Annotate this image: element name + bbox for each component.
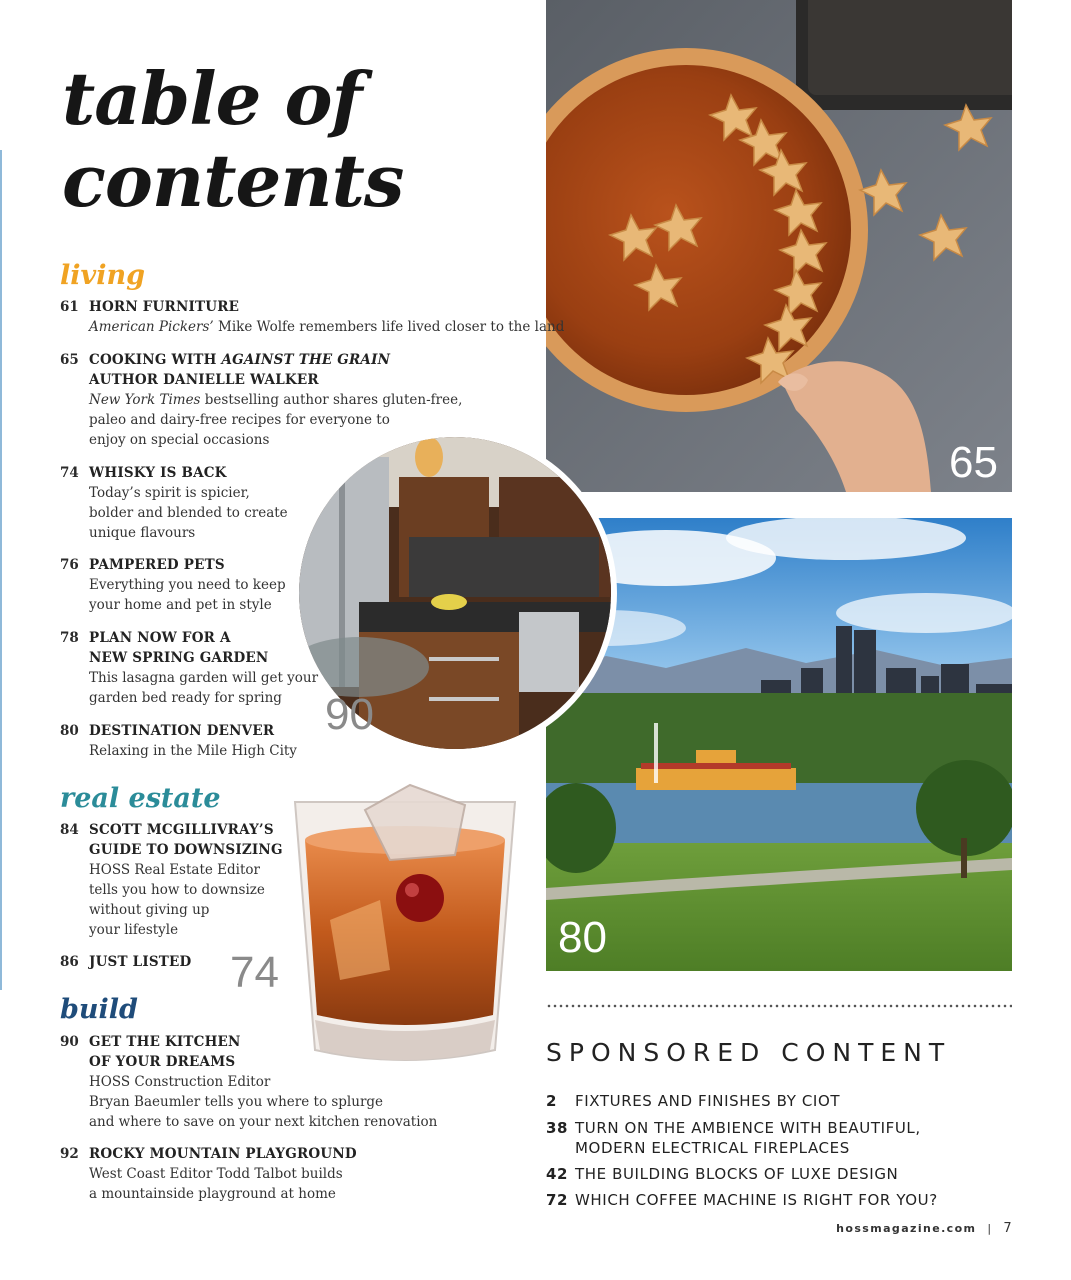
entry-description-line-2: paleo and dairy-free recipes for everyone to	[89, 412, 390, 428]
entry-title-line-2: GUIDE TO DOWNSIZING	[89, 842, 283, 858]
entry-page-number: 78	[60, 630, 79, 646]
footer-separator: |	[987, 1222, 993, 1235]
entry-description: Everything you need to keep	[89, 577, 286, 593]
sponsored-page-number: 42	[546, 1165, 569, 1183]
entry-title: SCOTT MCGILLIVRAY’S	[89, 822, 274, 838]
toc-entry-80[interactable]	[60, 721, 297, 761]
entry-page-number: 92	[60, 1146, 79, 1162]
denver-page-number: 80	[558, 913, 607, 962]
entry-title: GET THE KITCHEN	[89, 1034, 241, 1050]
entry-description-line-2: garden bed ready for spring	[89, 690, 282, 706]
pie-page-number: 65	[949, 438, 998, 487]
sponsored-title-line-2: MODERN ELECTRICAL FIREPLACES	[575, 1139, 850, 1157]
entry-title-line-2: AUTHOR DANIELLE WALKER	[89, 372, 319, 388]
entry-description-line-4: your lifestyle	[89, 922, 179, 938]
entry-description-line-3: and where to save on your next kitchen renovation	[89, 1114, 438, 1130]
sponsored-item-38[interactable]	[546, 1118, 921, 1158]
entry-title: WHISKY IS BACK	[89, 465, 227, 481]
entry-page-number: 80	[60, 723, 79, 739]
entry-title: PAMPERED PETS	[89, 557, 225, 573]
page-title-line-2: contents	[62, 138, 404, 223]
entry-description: New York Times bestselling author shares gluten-free,	[89, 392, 463, 408]
entry-page-number: 74	[60, 465, 79, 481]
section-build: build	[60, 994, 138, 1025]
entry-title: JUST LISTED	[89, 954, 192, 970]
entry-description-line-2: a mountainside playground at home	[89, 1186, 336, 1202]
entry-description: American Pickers’ Mike Wolfe remembers life lived closer to the land	[89, 319, 565, 335]
dotted-divider	[546, 1004, 1012, 1008]
entry-title: HORN FURNITURE	[89, 299, 240, 315]
toc-entry-90[interactable]	[60, 1032, 437, 1132]
toc-entry-61[interactable]	[60, 297, 564, 337]
entry-description-line-2: your home and pet in style	[89, 597, 272, 613]
entry-page-number: 61	[60, 299, 79, 315]
section-real-estate: real estate	[60, 783, 221, 814]
toc-entry-65[interactable]	[60, 350, 462, 450]
entry-title: COOKING WITH AGAINST THE GRAIN	[89, 352, 391, 368]
footer-page-number: 7	[1003, 1221, 1013, 1236]
toc-entry-92[interactable]	[60, 1144, 357, 1204]
entry-title: DESTINATION DENVER	[89, 723, 275, 739]
sponsored-title: WHICH COFFEE MACHINE IS RIGHT FOR YOU?	[575, 1191, 938, 1209]
sponsored-title: FIXTURES AND FINISHES BY CIOT	[575, 1092, 841, 1110]
sponsored-title: THE BUILDING BLOCKS OF LUXE DESIGN	[575, 1165, 899, 1183]
sponsored-content-heading: SPONSORED CONTENT	[546, 1038, 952, 1067]
sponsored-title: TURN ON THE AMBIENCE WITH BEAUTIFUL,	[575, 1119, 921, 1137]
entry-title: PLAN NOW FOR A	[89, 630, 231, 646]
toc-entry-74[interactable]	[60, 463, 288, 543]
whisky-photo	[290, 780, 520, 1070]
entry-description-line-3: enjoy on special occasions	[89, 432, 270, 448]
toc-entry-84[interactable]	[60, 820, 283, 940]
entry-description-line-3: without giving up	[89, 902, 210, 918]
toc-entry-78[interactable]	[60, 628, 318, 708]
entry-description: West Coast Editor Todd Talbot builds	[89, 1166, 343, 1182]
entry-page-number: 65	[60, 352, 79, 368]
sponsored-page-number: 38	[546, 1119, 569, 1137]
section-living: living	[60, 260, 145, 291]
page-footer	[836, 1221, 1013, 1236]
entry-description: This lasagna garden will get your	[89, 670, 319, 686]
kitchen-page-number: 90	[325, 690, 374, 739]
sponsored-item-2[interactable]	[546, 1091, 840, 1111]
entry-title-line-2: NEW SPRING GARDEN	[89, 650, 269, 666]
whisky-page-number: 74	[230, 948, 279, 997]
footer-site: hossmagazine.com	[836, 1222, 977, 1235]
pie-photo	[546, 0, 1012, 492]
pie-illustration	[546, 0, 1012, 492]
entry-description-line-3: unique flavours	[89, 525, 196, 541]
entry-description: HOSS Construction Editor	[89, 1074, 271, 1090]
page-title	[62, 58, 403, 222]
page-title-line-1: table of	[62, 56, 362, 141]
page-edge-line	[0, 150, 2, 990]
entry-description: Relaxing in the Mile High City	[89, 743, 297, 759]
sponsored-page-number: 72	[546, 1191, 569, 1209]
sponsored-page-number: 2	[546, 1092, 558, 1110]
whisky-illustration	[290, 780, 520, 1070]
entry-description-line-2: tells you how to downsize	[89, 882, 265, 898]
entry-page-number: 76	[60, 557, 79, 573]
entry-page-number: 90	[60, 1034, 79, 1050]
entry-title-line-2: OF YOUR DREAMS	[89, 1054, 236, 1070]
toc-entry-86[interactable]	[60, 952, 191, 972]
entry-description: HOSS Real Estate Editor	[89, 862, 260, 878]
sponsored-item-72[interactable]	[546, 1190, 938, 1210]
entry-title: ROCKY MOUNTAIN PLAYGROUND	[89, 1146, 357, 1162]
entry-description-line-2: Bryan Baeumler tells you where to splurge	[89, 1094, 384, 1110]
entry-description-line-2: bolder and blended to create	[89, 505, 288, 521]
sponsored-item-42[interactable]	[546, 1164, 898, 1184]
entry-page-number: 86	[60, 954, 79, 970]
toc-entry-76[interactable]	[60, 555, 286, 615]
entry-page-number: 84	[60, 822, 79, 838]
entry-description: Today’s spirit is spicier,	[89, 485, 250, 501]
